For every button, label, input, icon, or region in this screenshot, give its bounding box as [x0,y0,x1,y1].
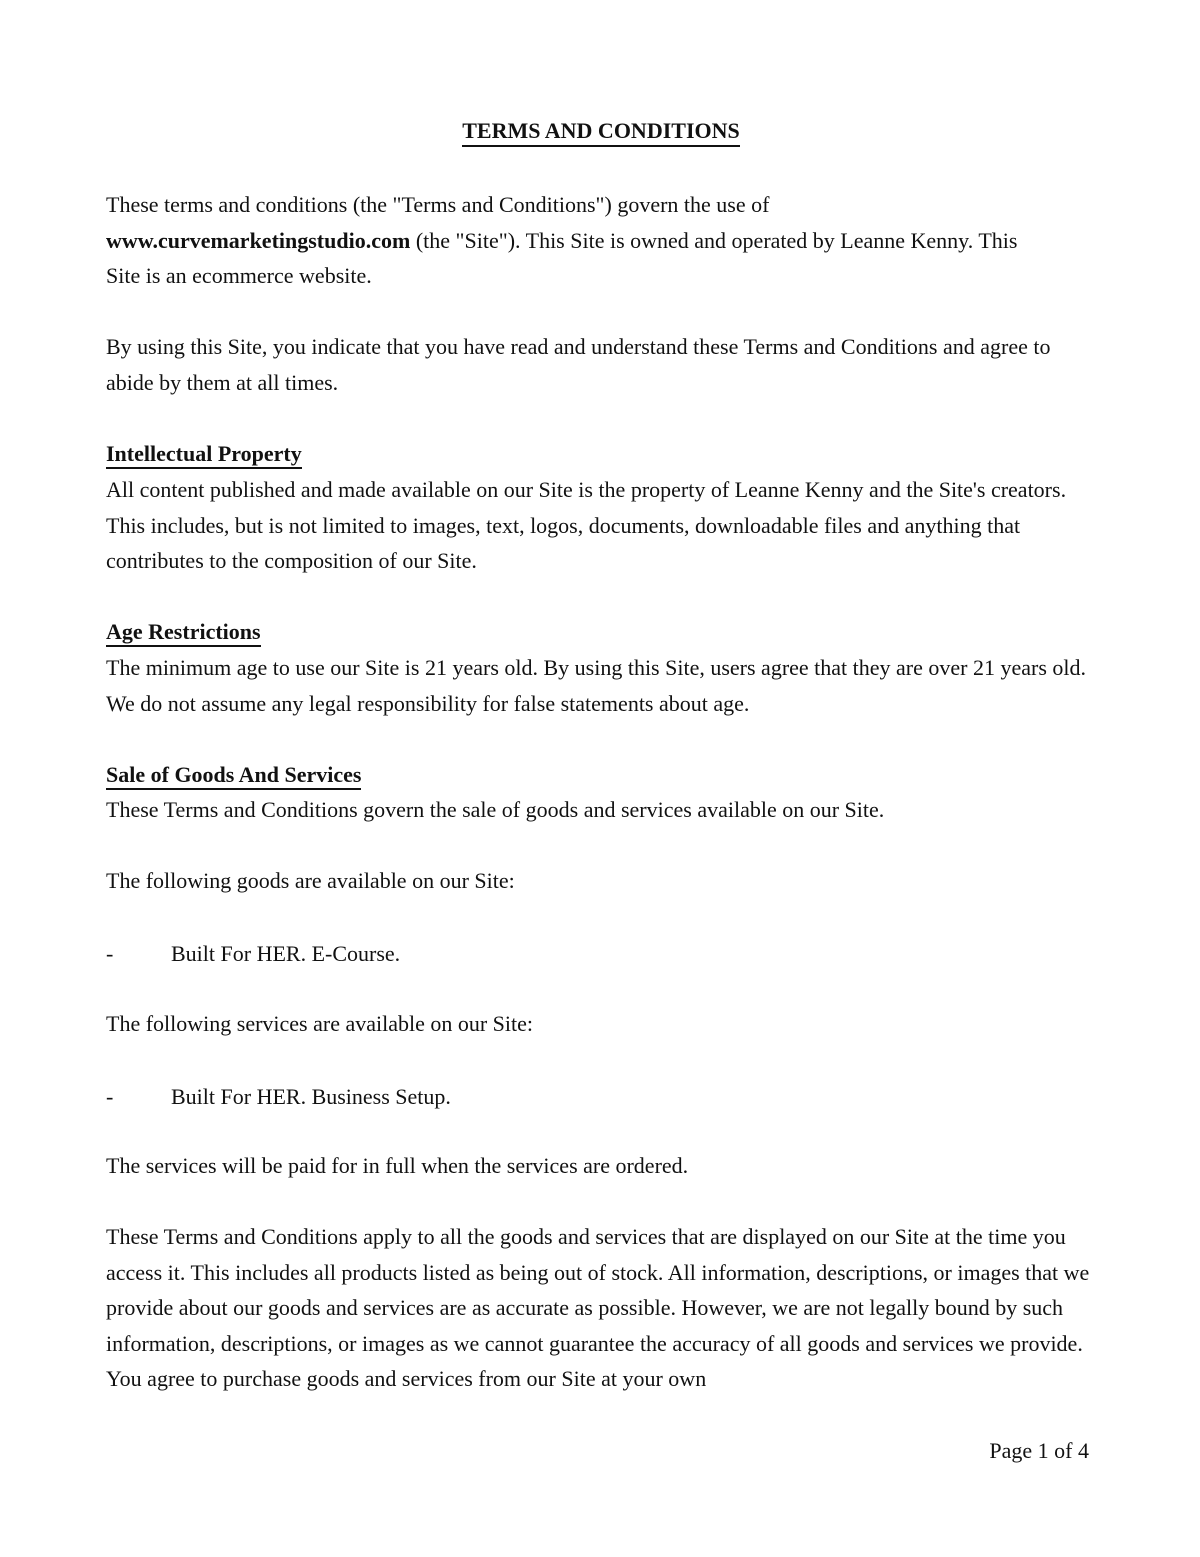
agreement-paragraph: By using this Site, you indicate that you have read and understand these Terms and Conditions and agree to abide by them at all times. [106,334,1051,395]
services-intro: The following services are available on our Site: [106,1011,534,1036]
disclaimer-paragraph: These Terms and Conditions apply to all the goods and services that are displayed on our Site at the time you access it. This includes all products listed as being out of stock. All information, descriptions, or images that we provide about our goods and services are as accurate as possible. However, we are not legally bound by such information, descriptions, or images as we cannot guarantee the accuracy of all goods and services we provide. You agree to purchase goods and services from our Site at your own [106,1224,1090,1392]
intro-paragraph: These terms and conditions (the "Terms and Conditions") govern the use of www.curvemarketingstudio.com (the "Site"). This Site is owned and operated by Leanne Kenny. This Site is an ecommerce website. [106,192,1018,289]
section-body-age-restrictions: The minimum age to use our Site is 21 years old. By using this Site, users agree that they are over 21 years old. We do not assume any legal responsibility for false statements about age. [106,655,1087,716]
section-heading-intellectual-property: Intellectual Property [106,436,1096,472]
section-body-intellectual-property: All content published and made available on our Site is the property of Leanne Kenny and the Site's creators. This includes, but is not limited to images, text, logos, documents, downloadable files and anything that contributes to the composition of our Site. [106,477,1067,574]
site-url: www.curvemarketingstudio.com [106,227,411,253]
page-title: TERMS AND CONDITIONS [106,118,1096,144]
section-body-sale-of-goods: These Terms and Conditions govern the sale of goods and services available on our Site. [106,797,885,822]
section-heading-age-restrictions: Age Restrictions [106,614,1096,650]
section-heading-sale-of-goods: Sale of Goods And Services [106,757,1096,793]
payment-paragraph: The services will be paid for in full when the services are ordered. [106,1153,689,1178]
page-number: Page 1 of 4 [989,1438,1089,1463]
goods-intro: The following goods are available on our Site: [106,868,515,893]
